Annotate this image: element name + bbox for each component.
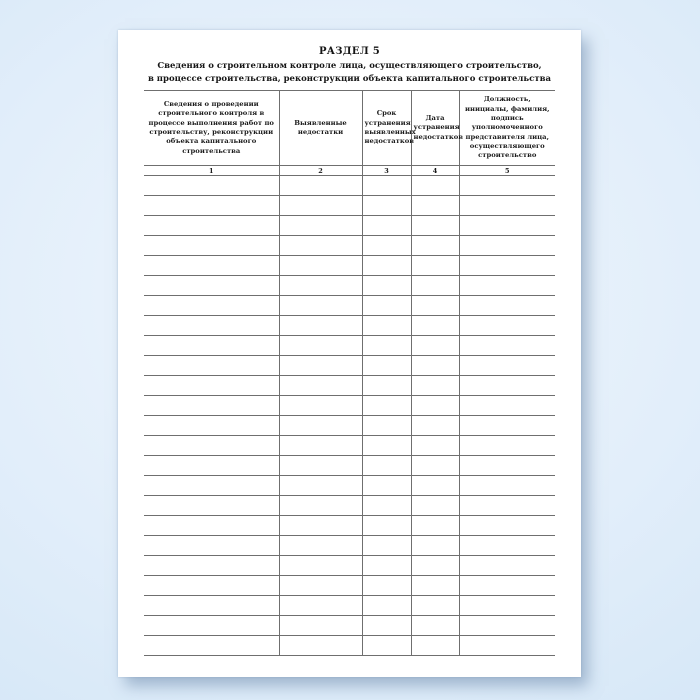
table-cell: [411, 476, 459, 496]
table-cell: [411, 296, 459, 316]
table-cell: [279, 476, 362, 496]
table-cell: [144, 596, 279, 616]
table-cell: [144, 296, 279, 316]
section-title: РАЗДЕЛ 5: [318, 46, 381, 57]
table-cell: [411, 416, 459, 436]
table-cell: [411, 236, 459, 256]
table-cell: [459, 216, 555, 236]
table-cell: [144, 636, 279, 656]
table-cell: [362, 396, 411, 416]
table-cell: [279, 276, 362, 296]
table-cell: [362, 476, 411, 496]
table-header-row: [144, 91, 555, 166]
table-cell: [279, 316, 362, 336]
table-cell: [279, 576, 362, 596]
table-row: [144, 176, 555, 196]
table-cell: [279, 636, 362, 656]
table-cell: [459, 476, 555, 496]
table-cell: [411, 276, 459, 296]
table-cell: [411, 516, 459, 536]
table-cell: [362, 336, 411, 356]
table-cell: [362, 316, 411, 336]
table-cell: [411, 216, 459, 236]
table-cell: [411, 396, 459, 416]
table-cell: [144, 256, 279, 276]
table-row: [144, 216, 555, 236]
column-header-elimination-date: Дата устранения недостатков: [411, 91, 459, 166]
table-row: [144, 476, 555, 496]
table-row: [144, 276, 555, 296]
table-row: [144, 636, 555, 656]
table-row: [144, 236, 555, 256]
table-cell: [144, 336, 279, 356]
table-cell: [144, 616, 279, 636]
table-cell: [459, 616, 555, 636]
table-cell: [279, 436, 362, 456]
table-cell: [411, 376, 459, 396]
table-cell: [279, 456, 362, 476]
table-cell: [411, 336, 459, 356]
table-cell: [279, 536, 362, 556]
table-cell: [279, 216, 362, 236]
table-cell: [362, 516, 411, 536]
table-row: [144, 316, 555, 336]
table-cell: [459, 516, 555, 536]
table-row: [144, 516, 555, 536]
table-row: [144, 196, 555, 216]
table-cell: [144, 276, 279, 296]
table-cell: [459, 236, 555, 256]
table-cell: [279, 356, 362, 376]
table-cell: [279, 496, 362, 516]
table-row: [144, 256, 555, 276]
table-cell: [144, 196, 279, 216]
construction-control-table: [144, 90, 555, 656]
table-cell: [459, 436, 555, 456]
table-cell: [279, 256, 362, 276]
column-header-elimination-term: Срок устранения выявленных недостатков: [362, 91, 411, 166]
table-row: [144, 536, 555, 556]
table-cell: [459, 556, 555, 576]
table-cell: [144, 236, 279, 256]
table-cell: [279, 396, 362, 416]
table-cell: [279, 516, 362, 536]
table-row: [144, 396, 555, 416]
table-cell: [459, 296, 555, 316]
table-cell: [411, 356, 459, 376]
table-cell: [459, 596, 555, 616]
table-cell: [459, 636, 555, 656]
table-cell: [144, 316, 279, 336]
table-cell: [279, 556, 362, 576]
table-cell: [362, 496, 411, 516]
table-cell: [362, 636, 411, 656]
table-cell: [411, 536, 459, 556]
table-cell: [279, 416, 362, 436]
table-cell: [279, 376, 362, 396]
table-cell: [362, 176, 411, 196]
column-number-2: 2: [279, 166, 362, 176]
table-cell: [362, 296, 411, 316]
table-cell: [411, 316, 459, 336]
table-cell: [144, 496, 279, 516]
table-row: [144, 596, 555, 616]
table-row: [144, 296, 555, 316]
table-cell: [411, 176, 459, 196]
table-cell: [459, 496, 555, 516]
table-cell: [144, 456, 279, 476]
table-cell: [362, 436, 411, 456]
table-cell: [459, 456, 555, 476]
table-cell: [144, 416, 279, 436]
table-cell: [279, 296, 362, 316]
table-cell: [411, 436, 459, 456]
table-cell: [459, 336, 555, 356]
table-row: [144, 556, 555, 576]
table-cell: [459, 536, 555, 556]
table-cell: [411, 636, 459, 656]
table-row: [144, 376, 555, 396]
table-cell: [144, 576, 279, 596]
table-cell: [459, 576, 555, 596]
table-row: [144, 436, 555, 456]
table-cell: [144, 216, 279, 236]
document-page: [118, 30, 581, 677]
table-cell: [362, 196, 411, 216]
table-cell: [362, 256, 411, 276]
table-cell: [411, 596, 459, 616]
table-cell: [279, 616, 362, 636]
table-cell: [144, 396, 279, 416]
table-row: [144, 456, 555, 476]
table-cell: [362, 276, 411, 296]
section-subtitle-line-1: Сведения о строительном контроле лица, осуществляющего строительство,: [157, 61, 542, 71]
table-cell: [144, 556, 279, 576]
table-cell: [144, 376, 279, 396]
table-cell: [459, 256, 555, 276]
column-number-1: 1: [144, 166, 279, 176]
table-cell: [362, 376, 411, 396]
table-cell: [362, 456, 411, 476]
table-cell: [362, 576, 411, 596]
table-cell: [459, 176, 555, 196]
table-cell: [144, 476, 279, 496]
column-number-4: 4: [411, 166, 459, 176]
section-subtitle-line-2: в процессе строительства, реконструкции объекта капитального строительства: [147, 74, 552, 84]
table-row: [144, 416, 555, 436]
column-header-representative-signature: Должность, инициалы, фамилия, подпись уполномоченного представителя лица, осуществляющего строительство: [459, 91, 555, 166]
table-row: [144, 356, 555, 376]
table-cell: [362, 556, 411, 576]
table-cell: [459, 396, 555, 416]
table-cell: [459, 276, 555, 296]
table-cell: [279, 596, 362, 616]
table-row: [144, 336, 555, 356]
table-cell: [411, 616, 459, 636]
table-cell: [144, 516, 279, 536]
table-cell: [362, 536, 411, 556]
table-cell: [362, 216, 411, 236]
table-row: [144, 496, 555, 516]
table-cell: [362, 416, 411, 436]
table-cell: [279, 336, 362, 356]
table-cell: [411, 496, 459, 516]
table-cell: [144, 176, 279, 196]
table-cell: [459, 196, 555, 216]
table-cell: [144, 536, 279, 556]
column-number-row: [144, 166, 555, 176]
table-cell: [362, 596, 411, 616]
table-row: [144, 616, 555, 636]
table-cell: [411, 456, 459, 476]
table-cell: [459, 376, 555, 396]
table-cell: [459, 316, 555, 336]
column-header-identified-defects: Выявленные недостатки: [279, 91, 362, 166]
table-cell: [362, 236, 411, 256]
table-cell: [459, 356, 555, 376]
table-cell: [144, 436, 279, 456]
table-cell: [411, 256, 459, 276]
table-row: [144, 576, 555, 596]
table-cell: [411, 196, 459, 216]
table-cell: [459, 416, 555, 436]
table-cell: [144, 356, 279, 376]
table-cell: [411, 576, 459, 596]
table-cell: [279, 196, 362, 216]
column-number-3: 3: [362, 166, 411, 176]
column-header-control-info: Сведения о проведении строительного контроля в процессе выполнения работ по строительству, реконструкции объекта капитального строительства: [144, 91, 279, 166]
table-cell: [362, 616, 411, 636]
table-cell: [279, 236, 362, 256]
column-number-5: 5: [459, 166, 555, 176]
table-cell: [279, 176, 362, 196]
table-cell: [411, 556, 459, 576]
table-cell: [362, 356, 411, 376]
section-subtitle: [118, 60, 581, 86]
